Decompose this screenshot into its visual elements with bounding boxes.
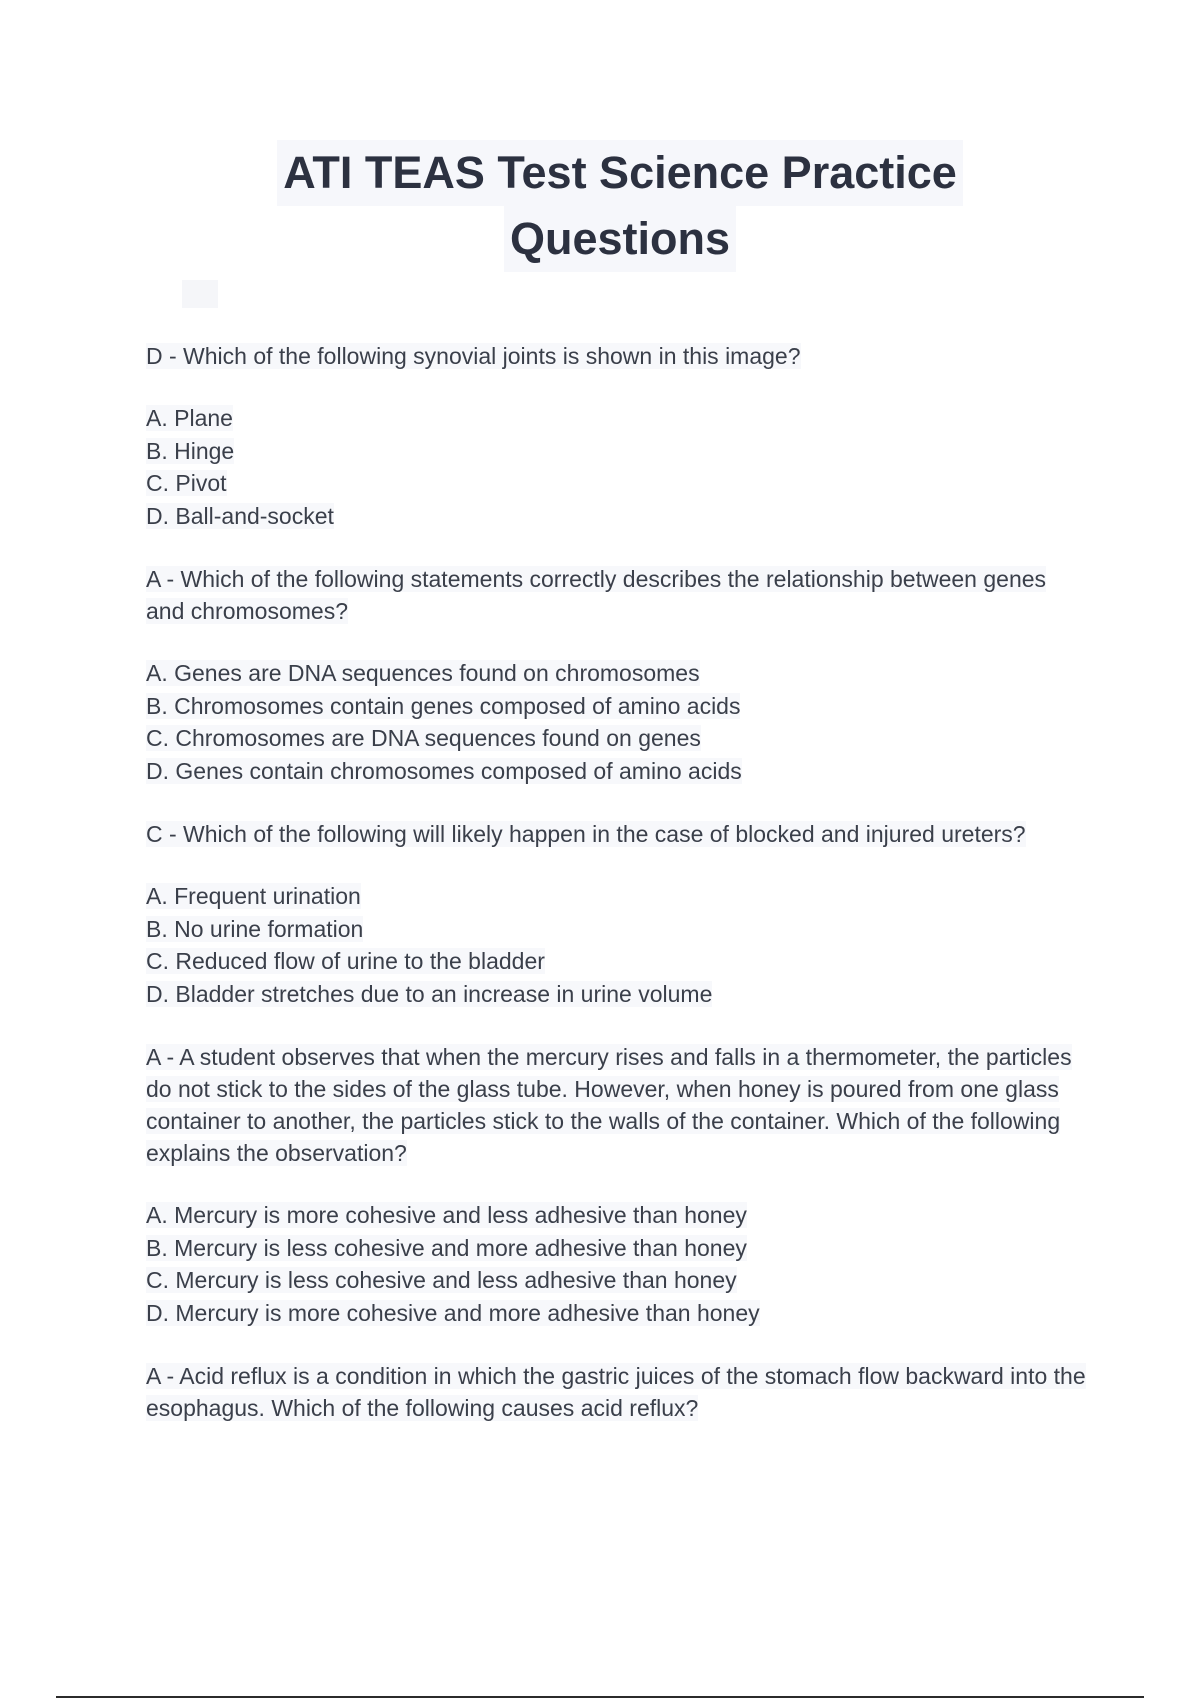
footer-divider <box>56 1696 1144 1698</box>
question-block-4 <box>146 1041 1086 1329</box>
answer-option: A. Genes are DNA sequences found on chromosomes <box>146 660 700 686</box>
answer-option: D. Mercury is more cohesive and more adhesive than honey <box>146 1299 760 1326</box>
title-line-1: ATI TEAS Test Science Practice <box>277 140 963 206</box>
question-text: A - A student observes that when the mercury rises and falls in a thermometer, the particles do not stick to the sides of the glass tube. However, when honey is poured from one glass container to another, the particles stick to the walls of the container. Which of the following explains the observation? <box>146 1044 1072 1166</box>
answer-option: D. Bladder stretches due to an increase in urine volume <box>146 980 713 1007</box>
question-block-2 <box>146 563 1086 787</box>
question-text: D - Which of the following synovial joints is shown in this image? <box>146 343 801 369</box>
image-placeholder <box>182 280 218 308</box>
question-list <box>146 340 1086 1454</box>
answer-option: C. Chromosomes are DNA sequences found on genes <box>146 725 701 751</box>
question-block-3 <box>146 818 1086 1010</box>
title-line-2: Questions <box>504 206 736 272</box>
answer-option: C. Reduced flow of urine to the bladder <box>146 948 545 974</box>
answer-option: B. Mercury is less cohesive and more adhesive than honey <box>146 1234 747 1261</box>
answer-option: B. Hinge <box>146 437 235 464</box>
page-title <box>0 140 1200 272</box>
answer-options <box>146 402 1086 532</box>
answer-option: A. Plane <box>146 405 233 431</box>
question-text: A - Which of the following statements correctly describes the relationship between genes and chromosomes? <box>146 566 1047 624</box>
answer-option: B. Chromosomes contain genes composed of amino acids <box>146 692 741 719</box>
answer-option: D. Genes contain chromosomes composed of amino acids <box>146 757 742 784</box>
answer-options <box>146 1199 1086 1329</box>
question-block-5 <box>146 1360 1086 1424</box>
answer-option: A. Frequent urination <box>146 883 361 909</box>
question-text: A - Acid reflux is a condition in which the gastric juices of the stomach flow backward into the esophagus. Which of the following causes acid reflux? <box>146 1363 1086 1421</box>
answer-option: C. Mercury is less cohesive and less adhesive than honey <box>146 1267 737 1293</box>
answer-option: C. Pivot <box>146 470 227 496</box>
answer-option: D. Ball-and-socket <box>146 502 334 529</box>
answer-option: A. Mercury is more cohesive and less adhesive than honey <box>146 1202 747 1228</box>
answer-option: B. No urine formation <box>146 915 364 942</box>
question-text: C - Which of the following will likely happen in the case of blocked and injured ureters? <box>146 821 1026 847</box>
answer-options <box>146 880 1086 1010</box>
answer-options <box>146 657 1086 787</box>
question-block-1 <box>146 340 1086 532</box>
